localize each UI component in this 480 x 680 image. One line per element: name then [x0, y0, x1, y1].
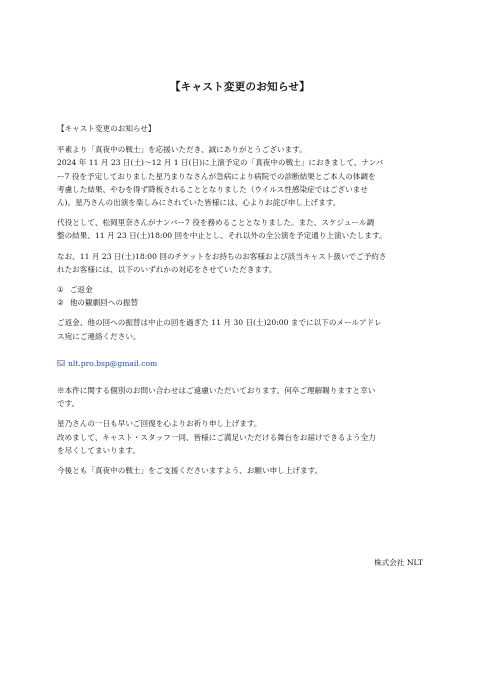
- section-heading: 【キャスト変更のお知らせ】: [57, 124, 156, 133]
- note-line: ※本件に関する個別のお問い合わせはご遠慮いただいております。何卒ご理解賜りますと幸い: [57, 386, 376, 396]
- paragraph-line: 整の結果、11 月 23 日(土)18:00 回を中止とし、それ以外の全公演を予定通り上演いたします。: [57, 231, 387, 241]
- paragraph-line: 星乃さんの一日も早いご回復を心よりお祈り申し上げます。: [57, 419, 262, 429]
- paragraph-line: 2024 年 11 月 23 日(土)〜12 月 1 日(日)に上演予定の「真夜中の戦士」におきまして、ナンバ: [57, 158, 384, 168]
- paragraph-line: なお、11 月 23 日(土)18:00 回のチケットをお持ちのお客様および該当キャスト扱いでご予約さ: [57, 251, 387, 261]
- document-title: 【キャスト変更のお知らせ】: [169, 81, 311, 93]
- paragraph-line: を尽くしてまいります。: [57, 445, 140, 455]
- list-text: ご返金: [69, 285, 93, 295]
- note-line: です。: [57, 399, 80, 409]
- paragraph-line: 考慮した結果、やむを得ず降板されることとなりました（ウイルス性感染症ではございませ: [57, 184, 368, 194]
- email-link[interactable]: nlt.pro.bsp@gmail.com: [68, 358, 158, 368]
- paragraph-line: ん)。星乃さんの出演を楽しみにされていた皆様には、心よりお詫び申し上げます。: [57, 198, 341, 208]
- email-line: [57, 357, 429, 370]
- list-item: [57, 296, 429, 309]
- list-marker: ②: [57, 298, 64, 308]
- paragraph-line: ご返金、他の回への振替は中止の回を過ぎた 11 月 30 日(土)20:00 までに以下のメールアドレ: [57, 318, 382, 328]
- paragraph-line: ー7 役を予定しておりました星乃まりなさんが急病により病院での診断結果とご本人の体調を: [57, 171, 376, 181]
- closing-text: 今後とも「真夜中の戦士」をご支援くださいますよう、お願い申し上げます。: [57, 466, 323, 476]
- paragraph-line: 代役として、松岡里奈さんがナンバー7 役を務めることとなりました。また、スケジュール調: [57, 218, 375, 228]
- mail-icon: [57, 360, 65, 366]
- paragraph-line: 改めまして、キャスト・スタッフ一同、皆様にご満足いただける舞台をお届けできるよう全力: [57, 432, 376, 442]
- paragraph-line: れたお客様には、以下のいずれかの対応をさせていただきます。: [57, 264, 277, 274]
- list-item: [57, 283, 429, 296]
- list-marker: ①: [57, 285, 64, 295]
- greeting-text: 平素より「真夜中の戦士」を応援いただき、誠にありがとうございます。: [57, 145, 307, 155]
- company-signature: 株式会社 NLT: [374, 558, 423, 567]
- list-text: 他の観劇回への振替: [69, 298, 139, 308]
- document-body: [57, 122, 429, 477]
- paragraph-line: ス宛にご連絡ください。: [57, 331, 141, 341]
